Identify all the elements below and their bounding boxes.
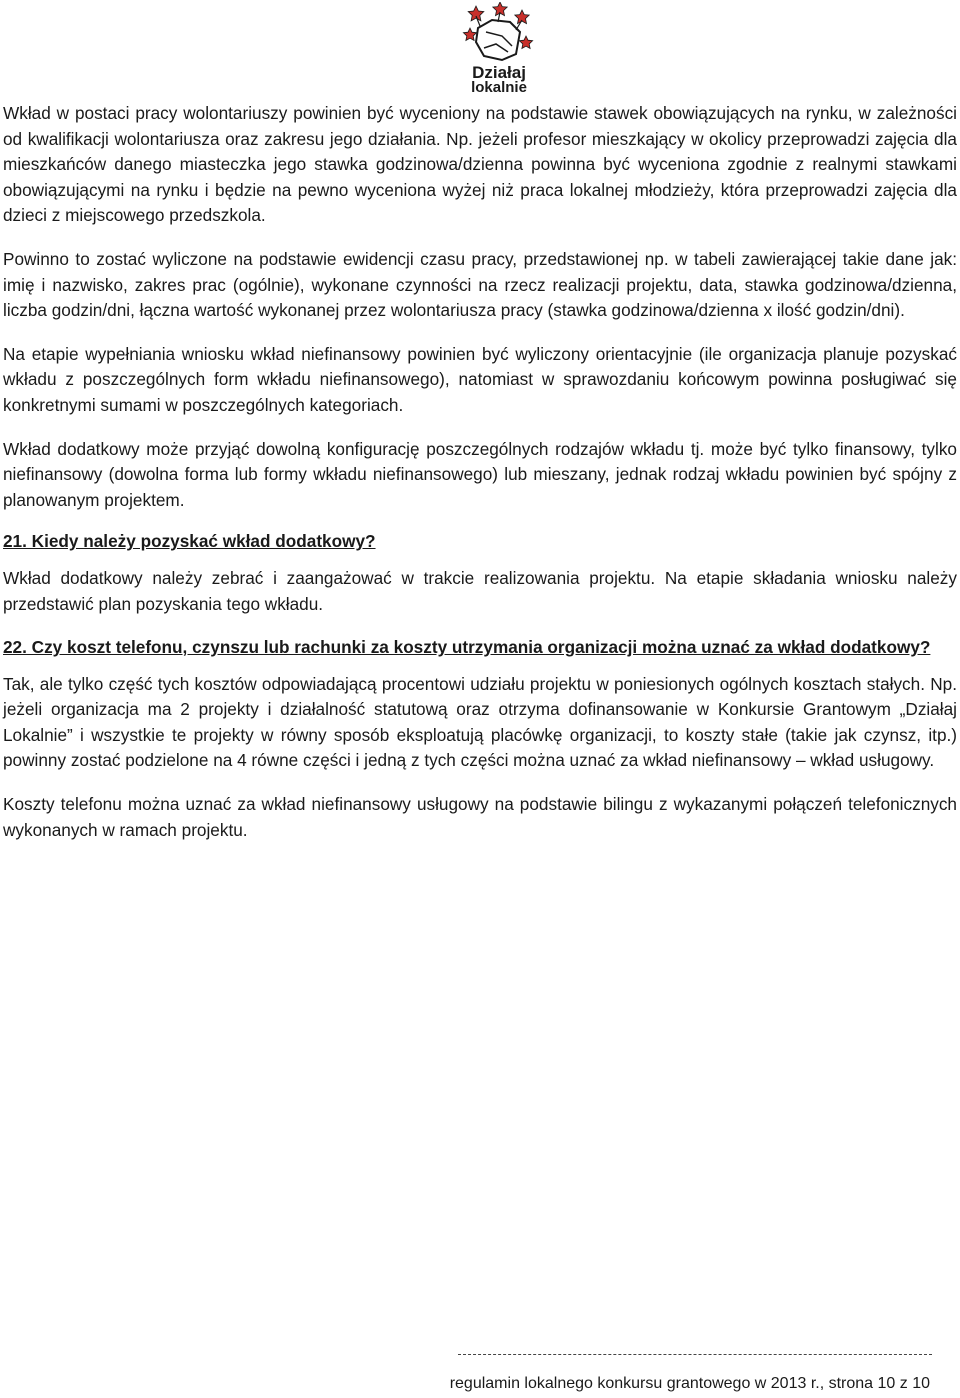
paragraph-time-record: Powinno to zostać wyliczone na podstawie ewidencji czasu pracy, przedstawionej np. w tabeli zawierającej takie dane jak: imię i nazwisko, zakres prac (ogólnie), wykonane czynności na rzecz realizacji projektu, data, stawka godzinowa/dzienna, liczba godzin/dni, łączna wartość wykonanej przez wolontariusza pracy (stawka godzinowa/dzienna x ilość godzin/dni).	[3, 248, 957, 321]
paragraph-answer-21: Wkład dodatkowy należy zebrać i zaangażować w trakcie realizowania projektu. Na etapie składania wniosku należy przedstawić plan pozyskania tego wkładu.	[3, 567, 957, 614]
paragraph-contribution-config: Wkład dodatkowy może przyjąć dowolną konfigurację poszczególnych rodzajów wkładu tj. może być tylko finansowy, tylko niefinansowy (dowolna forma lub formy wkładu niefinansowego) lub mieszany, jednak rodzaj wkładu powinien być spójny z planowanym projektem.	[3, 438, 957, 510]
dzialaj-lokalnie-logo	[462, 2, 536, 94]
logo-text-line2: lokalnie	[471, 79, 527, 94]
paragraph-volunteer-valuation: Wkład w postaci pracy wolontariuszy powinien być wyceniony na podstawie stawek obowiązujących na rynku, w zależności od kwalifikacji wolontariusza oraz zakresu jego działania. Np. jeżeli profesor mieszkający w okolicy przeprowadzi zajęcia dla mieszkańców danego miasteczka jego stawka godzinowa/dzienna powinna być wyceniona zgodnie z realnymi stawkami obowiązującymi na rynku i będzie na pewno wyceniona wyżej niż praca lokalnej młodzieży, która przeprowadzi zajęcia dla dzieci z miejscowego przedszkola.	[3, 103, 957, 226]
paragraph-application-stage: Na etapie wypełniania wniosku wkład niefinansowy powinien być wyliczony orientacyjnie (ile organizacja planuje pozyskać wkładu z poszczególnych form wkładu niefinansowego), natomiast w sprawozdaniu końcowym powinna posługiwać się konkretnymi sumami w poszczególnych kategoriach.	[3, 343, 957, 415]
page-footer: regulamin lokalnego konkursu grantowego w 2013 r., strona 10 z 10	[449, 1375, 930, 1392]
logo-text-line1: Działaj	[472, 63, 526, 82]
heading-question-22: 22. Czy koszt telefonu, czynszu lub rachunki za koszty utrzymania organizacji można uznać za wkład dodatkowy?	[3, 637, 931, 658]
heading-question-21: 21. Kiedy należy pozyskać wkład dodatkowy?	[3, 531, 376, 552]
paragraph-answer-22: Tak, ale tylko część tych kosztów odpowiadającą procentowi udziału projektu w poniesionych ogólnych kosztach stałych. Np. jeżeli organizacja ma 2 projekty i działalność statutową oraz otrzyma dofinansowanie w Konkursie Grantowym „Działaj Lokalnie” i wszystkie te projekty w równy sposób eksploatują placówkę organizacji, to koszty stałe (takie jak czynsz, itp.) powinny zostać podzielone na 4 równe części i jedną z tych części można uznać za wkład niefinansowy – wkład usługowy.	[3, 673, 957, 771]
document-body	[3, 101, 957, 861]
logo-star-figure-icon	[462, 2, 536, 94]
footer-divider	[458, 1354, 932, 1355]
paragraph-phone-costs: Koszty telefonu można uznać za wkład niefinansowy usługowy na podstawie bilingu z wykazanymi połączeń telefonicznych wykonanych w ramach projektu.	[3, 794, 957, 840]
